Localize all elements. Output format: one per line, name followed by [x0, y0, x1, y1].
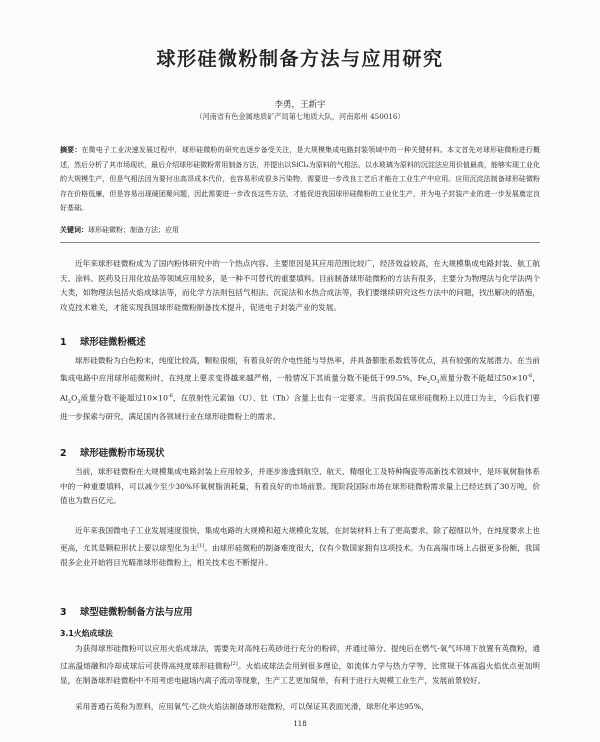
s1-text-f: ，在放射性元素铀（U）、钍（Th）含量上也有一定要求。当前我国在球形硅微粉上以进口为主，今后我们要进一步探索与研究，满足国内各领域行业在球形硅微粉上的需求。	[60, 393, 540, 421]
s1-o-sub: 3	[436, 378, 440, 385]
s3-1-citation: [2]	[230, 660, 238, 667]
s1-o2-sub: 3	[77, 399, 81, 406]
abstract-label: 摘要：	[60, 146, 82, 154]
section-2-paragraph-2	[60, 524, 540, 570]
s2-citation: [1]	[197, 542, 205, 549]
s1-text-a: 球形硅微粉为白色粉末，纯度比较高，颗粒很细，有着良好的介电性能与导热率，并具备膨胀系数低等优点，具有较强的发展潜力。在当前集成电路中应用球形硅微粉时，在纯度上要求变得越来越严格，一般情况下其质量分数不能低于99.5%，Fe	[60, 356, 540, 383]
section-2-paragraph-1: 当前，球形硅微粉在大规模集成电路封装上应用较多，并逐步渗透到航空、航天、精细化工及特种陶瓷等高新技术领域中，是环氧树脂体系中的一种重要填料，可以减少至少30%环氧树脂消耗量，有着良好的市场前景。现阶段国际市场在球形硅微粉需求量上已经达到了30万吨，价值也为数百亿元。	[60, 467, 540, 506]
section-1-title: 球形硅微粉概述	[80, 337, 146, 348]
section-2-number: 2	[60, 448, 67, 459]
affiliation-line: （河南省有色金属地质矿产局第七地质大队，河南郑州 450016）	[195, 112, 405, 121]
author-line: 李勇，王新宇	[274, 100, 326, 110]
s1-al-sub: 2	[67, 399, 72, 406]
subsection-3-1-paragraph-1	[60, 642, 540, 688]
intro-paragraph: 近年来球形硅微粉成为了国内粉体研究中的一个热点内容。主要原因是其应用范围比较广，经济效益较高，在大规模集成电路封装、航工航天、涂料、医药及日用化妆品等领域应用较多，是一种不可替代的重要填料。目前制备球形硅微粉的方法有很多，主要分为物理法与化学法两个大类，如物理法包括火焰成球法等，而化学方法则包括气相法、沉淀法和水热合成法等，我们要继续研究这些方法中的问题，找出解决的措施，攻克技术难关，才能实现我国球形硅微粉制备技术提升，促进电子封装产业的发展。	[60, 259, 540, 312]
subsection-3-1-paragraph-2: 采用普通石英粉为原料，应用氧气-乙炔火焰法制备球形硅微粉，可以保证其表面光滑，球形化率达95%，	[75, 702, 429, 711]
s1-fe-sub: 2	[426, 378, 431, 385]
abstract-text: 在微电子工业决速发展过程中，球形硅微粉的研究也逐步备受关注，是大规模集成电路封装领域中的一种关键材料。本文首先对球形硅微粉进行概述，然后分析了其市场现状，最后介绍球形硅微粉常用制备方法，并提出以SiCl₄为原料的气相法、以水玻璃为原料的沉淀法应用价值最高，能够实现工业化的大规模生产，但是气相法因为要付出高昂成本代价，也容易形成很多污染物，需要进一步改良工艺后才能在工业生产中应用。应用沉淀法制备球形硅微粉存在价格低廉，但是容易出现硬团聚问题，因此需要进一步改良这些方法，才能促进我国球形硅微粉的工业化生产，并为电子封装产业的进一步发展奠定良好基础。	[60, 146, 540, 213]
s2-p2-text-b: 。由球形硅微粉的制备难度很大，仅有少数国家拥有这项技术。为在高端市场上占据更多份额，我国很多企业开始将目光瞄准球形硅微粉上，相关技术也不断提升。	[60, 543, 540, 567]
s3-1-p1-text-b: 。火焰成球法会用到很多理论，如流体力学与热力学等，比常规干体高温火焰优点更加明显，在制备球形硅微粉中不用考虑电磁场内离子流动等现象，生产工艺更加简单，有利于进行大规模工业生产，发展前景较好。	[60, 661, 541, 685]
section-3-number: 3	[60, 607, 67, 618]
section-1-paragraph	[60, 354, 540, 424]
section-1-heading	[60, 334, 540, 348]
s1-o-mid: O	[430, 373, 437, 383]
s1-text-d: O	[71, 393, 78, 403]
keywords-text: 球形硅微粉；制备方法；应用	[88, 226, 179, 234]
s1-text-e: 质量分数不能超过10×10	[80, 393, 168, 403]
abstract-block	[60, 143, 540, 216]
abstract-divider	[60, 242, 540, 243]
section-3-title: 球型硅微粉制备方法与应用	[80, 607, 193, 618]
s1-sup-2: -6	[167, 393, 173, 400]
page-number: 118	[293, 720, 307, 728]
section-2-title: 球形硅微粉市场现状	[80, 448, 165, 459]
section-3-heading	[60, 604, 540, 618]
subsection-3-1-heading: 3.1火焰成球法	[60, 629, 113, 638]
section-1-number: 1	[60, 337, 67, 348]
s2-p2-text-a: 近年来我国微电子工业发展速度很快，集成电路的大规模和超大规模化发展，在封装材料上有了更高要求，除了超细以外，在纯度要求上也更高，尤其是颗粒形状上要以球型化为主	[60, 526, 540, 553]
s3-1-p1-text-a: 为获得球形硅微粉可以应用火焰成球法，需要先对高纯石英砂进行充分的粉碎，并通过筛分、提纯后在燃气-氧气环境下放置有英微粉，通过高温熔融和冷却成球后可获得高纯度球形硅微粉	[60, 644, 540, 671]
s1-text-b: 质量分数不能超过50×10	[439, 373, 528, 383]
keywords-label: 关键词：	[60, 226, 88, 234]
keywords-line	[60, 225, 540, 235]
s1-sup-1: -6	[527, 372, 533, 379]
section-2-heading	[60, 445, 540, 459]
s1-text-c: ，Al	[60, 373, 541, 403]
paper-title: 球形硅微粉制备方法与应用研究	[156, 48, 444, 70]
